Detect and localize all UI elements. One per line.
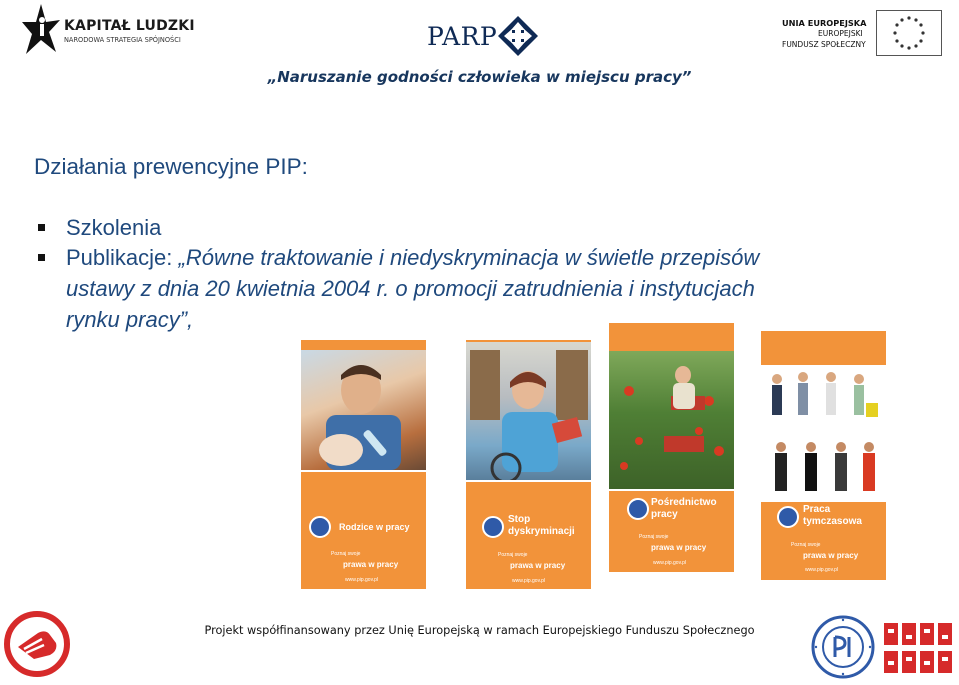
brochure-photo-woman-library	[466, 342, 591, 480]
ue-efs-logo	[780, 8, 945, 60]
brochure-tagline: Poznaj swoje	[639, 534, 669, 540]
brochure-tagline: Poznaj swoje	[791, 542, 821, 548]
eu-flag-icon	[876, 10, 942, 56]
brochure-tagline-2: prawa w pracy	[803, 551, 859, 560]
brochure-url: www.pip.gov.pl	[345, 577, 378, 583]
brochure-url: www.pip.gov.pl	[653, 560, 686, 566]
parp-logo	[425, 14, 540, 60]
brochure-tagline: Poznaj swoje	[498, 552, 528, 558]
bullet-item-2-prefix: Publikacje:	[66, 245, 179, 270]
bullet-item-2-line-1	[66, 243, 759, 273]
brochure-divider	[609, 489, 734, 491]
kapital-ludzki-subtitle: NARODOWA STRATEGIA SPÓJNOŚCI	[64, 36, 181, 44]
brochure-photo-workers	[761, 365, 886, 500]
kapital-ludzki-title: KAPITAŁ LUDZKI	[64, 18, 195, 34]
brochure-photo-greenhouse	[609, 351, 734, 489]
brochure-title-line-1: Stop	[508, 514, 531, 525]
presentation-subtitle: „Naruszanie godności człowieka w miejscu pracy”	[267, 68, 692, 86]
pip-seal-icon	[309, 516, 331, 538]
bullet-item-2-italic-1: „Równe traktowanie i niedyskryminacja w świetle przepisów	[178, 245, 760, 270]
brochure-posrednictwo-pracy	[609, 323, 734, 572]
bullet-marker-1	[38, 224, 45, 231]
hand-stop-logo-icon	[4, 611, 70, 677]
ue-line-3: FUNDUSZ SPOŁECZNY	[782, 40, 866, 49]
pip-seal-icon	[482, 516, 504, 538]
brochure-url: www.pip.gov.pl	[512, 578, 545, 584]
parp-arrows-icon	[498, 16, 538, 56]
bullet-item-1: Szkolenia	[66, 215, 162, 240]
red-graphic-logo-icon	[882, 619, 954, 677]
slide-title: Działania prewencyjne PIP:	[34, 154, 308, 179]
brochure-title-line-1: Praca	[803, 504, 831, 515]
brochure-title: Rodzice w pracy	[339, 522, 410, 532]
brochure-tagline-2: prawa w pracy	[651, 543, 707, 552]
brochure-title-line-2: tymczasowa	[803, 516, 862, 527]
bullet-item-2-italic-3: rynku pracy”,	[66, 307, 194, 332]
bullet-item-2-line-3	[66, 305, 193, 335]
bullet-item-2-italic-2: ustawy z dnia 20 kwietnia 2004 r. o promocji zatrudnienia i instytucjach	[66, 276, 755, 301]
bullet-marker-2	[38, 254, 45, 261]
brochure-praca-tymczasowa	[761, 331, 886, 580]
brochure-rodzice-w-pracy	[301, 340, 426, 589]
kapital-ludzki-logo	[20, 2, 195, 60]
pip-inspection-seal-icon	[811, 615, 875, 679]
parp-logo-text: PARP	[427, 22, 498, 51]
kapital-ludzki-star-icon	[20, 2, 62, 58]
ue-line-1: UNIA EUROPEJSKA	[782, 18, 867, 28]
footer-cofinancing-note: Projekt współfinansowany przez Unię Europejską w ramach Europejskiego Funduszu Społecznego	[204, 624, 755, 637]
ue-line-2: EUROPEJSKI	[818, 29, 863, 38]
brochure-title-line-1: Pośrednictwo	[651, 497, 717, 508]
brochure-divider	[301, 470, 426, 472]
pip-seal-icon	[777, 506, 799, 528]
brochure-stop-dyskryminacji	[466, 340, 591, 589]
brochure-url: www.pip.gov.pl	[805, 567, 838, 573]
brochure-divider	[761, 500, 886, 502]
brochure-tagline-2: prawa w pracy	[343, 560, 399, 569]
brochure-title-line-2: pracy	[651, 509, 678, 520]
bullet-item-2-line-2	[66, 274, 755, 304]
brochure-divider	[466, 480, 591, 482]
pip-seal-icon	[627, 498, 649, 520]
brochure-title-line-2: dyskryminacji	[508, 526, 575, 537]
brochure-tagline-2: prawa w pracy	[510, 561, 566, 570]
brochure-photo-parent-baby	[301, 350, 426, 470]
brochure-tagline: Poznaj swoje	[331, 551, 361, 557]
